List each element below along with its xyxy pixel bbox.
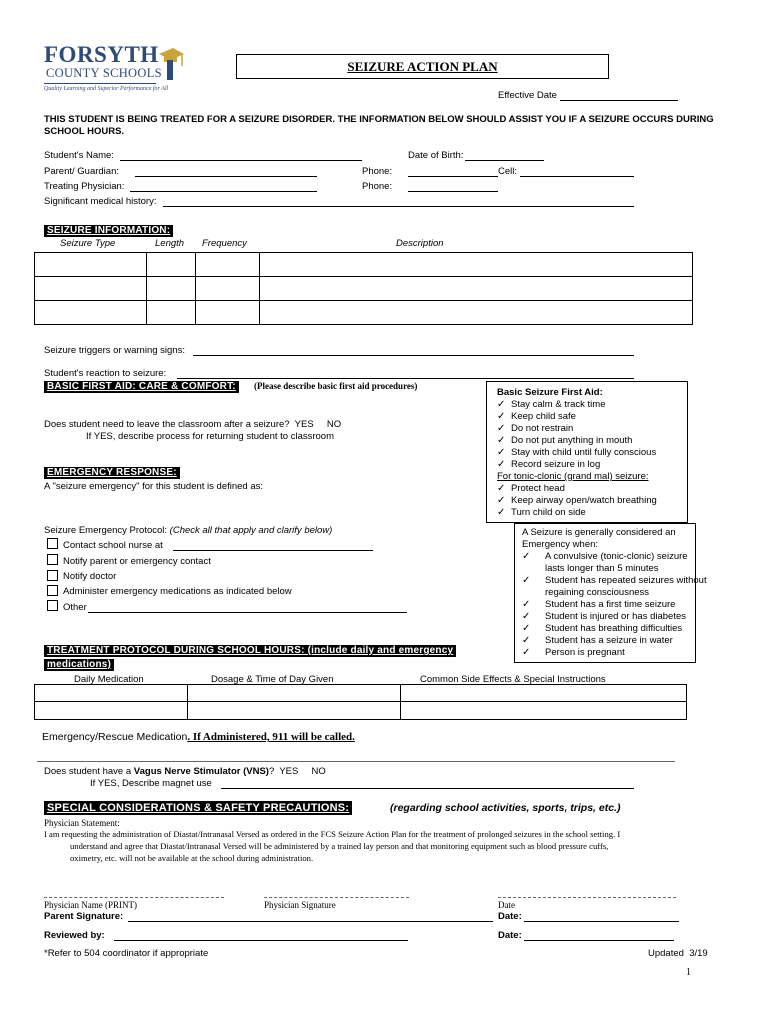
- student-name-label: Student's Name:: [44, 150, 114, 161]
- table-cell[interactable]: [147, 301, 196, 325]
- list-item-text: A convulsive (tonic-clonic) seizure: [545, 551, 688, 562]
- list-item-text: Protect head: [511, 483, 565, 494]
- logo: [44, 42, 184, 100]
- list-item-text: Do not restrain: [511, 423, 574, 434]
- table-row: [35, 301, 693, 325]
- table-cell[interactable]: [35, 702, 188, 720]
- physician-date-field[interactable]: [498, 897, 676, 898]
- col-frequency: Frequency: [202, 238, 247, 249]
- reaction-field[interactable]: [177, 378, 634, 379]
- check-icon: ✓: [497, 459, 506, 470]
- parent-sig-label: Parent Signature:: [44, 911, 124, 922]
- logo-tagline: Quality Learning and Superior Performance for All: [44, 86, 169, 92]
- parent-sig-field[interactable]: [128, 921, 493, 922]
- reviewed-field[interactable]: [114, 940, 408, 941]
- physician-phone-field[interactable]: [408, 191, 498, 192]
- page-title: SEIZURE ACTION PLAN: [347, 59, 498, 74]
- check-icon: ✓: [497, 447, 506, 458]
- option-other: Other: [63, 602, 87, 613]
- list-item-text: Keep airway open/watch breathing: [511, 495, 657, 506]
- check-icon: ✓: [497, 423, 506, 434]
- seizure-info-heading: SEIZURE INFORMATION:: [44, 225, 173, 237]
- basic-box-title: Basic Seizure First Aid:: [497, 387, 603, 398]
- col-dosage: Dosage & Time of Day Given: [211, 674, 334, 685]
- physician-name-label: Physician Name (PRINT): [44, 900, 137, 910]
- checkbox-nurse[interactable]: [47, 538, 58, 549]
- list-item: [497, 435, 657, 447]
- footer-updated: Updated 3/19: [648, 948, 708, 959]
- basic-box-list: [497, 399, 657, 519]
- leave-followup: If YES, describe process for returning student to classroom: [86, 431, 334, 442]
- first-aid-heading: BASIC FIRST AID: CARE & COMFORT:: [44, 381, 239, 393]
- statement-label: Physician Statement:: [44, 818, 120, 828]
- vns-pre: Does student have a: [44, 766, 134, 777]
- student-name-field[interactable]: [120, 160, 362, 161]
- treatment-heading-1: TREATMENT PROTOCOL DURING SCHOOL HOURS: (include daily and emergency: [44, 645, 456, 657]
- vns-field[interactable]: [221, 788, 634, 789]
- cell-field[interactable]: [520, 176, 634, 177]
- intro-text: THIS STUDENT IS BEING TREATED FOR A SEIZURE DISORDER. THE INFORMATION BELOW SHOULD ASSIST YOU IF A SEIZURE OCCURS DURING SCHOOL HOURS.: [44, 114, 714, 137]
- table-cell[interactable]: [196, 277, 260, 301]
- list-item-text: Student has a seizure in water: [545, 635, 673, 646]
- emergency-box-list: [522, 551, 707, 659]
- table-cell[interactable]: [260, 277, 693, 301]
- leave-question: Does student need to leave the classroom after a seizure? YES NO: [44, 419, 342, 430]
- physician-name-field[interactable]: [44, 897, 224, 898]
- list-item-text: Student has a first time seizure: [545, 599, 676, 610]
- physician-phone-label: Phone:: [362, 181, 393, 192]
- table-row: [35, 685, 687, 702]
- list-item: [522, 623, 707, 635]
- table-row: [35, 253, 693, 277]
- checkbox-administer-meds[interactable]: [47, 585, 58, 596]
- reviewed-label: Reviewed by:: [44, 930, 105, 941]
- physician-date-label: Date: [498, 900, 515, 910]
- cell-label: Cell:: [498, 166, 518, 177]
- phone-field[interactable]: [408, 176, 498, 177]
- nurse-field[interactable]: [173, 550, 373, 551]
- physician-label: Treating Physician:: [44, 181, 125, 192]
- dob-field[interactable]: [465, 160, 544, 161]
- graduation-cap-icon: [157, 44, 185, 82]
- guardian-label: Parent/ Guardian:: [44, 166, 119, 177]
- parent-date-field[interactable]: [524, 921, 679, 922]
- vns-bold: Vagus Nerve Stimulator (VNS): [133, 766, 269, 777]
- vns-question: [44, 766, 326, 778]
- emergency-box-line2: Emergency when:: [522, 539, 599, 550]
- col-length: Length: [155, 238, 185, 249]
- page-number: 1: [686, 967, 691, 978]
- table-cell[interactable]: [401, 685, 687, 702]
- treatment-heading-2: medications): [44, 659, 114, 671]
- list-item-text: Record seizure in log: [511, 459, 601, 470]
- table-cell[interactable]: [35, 301, 147, 325]
- guardian-field[interactable]: [135, 176, 317, 177]
- col-side-effects: Common Side Effects & Special Instructions: [420, 674, 606, 685]
- special-heading: SPECIAL CONSIDERATIONS & SAFETY PRECAUTIONS:: [44, 801, 352, 815]
- rescue-field[interactable]: [37, 761, 675, 762]
- option-administer-meds: Administer emergency medications as indicated below: [63, 586, 292, 597]
- other-field[interactable]: [88, 612, 407, 613]
- statement-line1: I am requesting the administration of Diastat/Intranasal Versed as ordered in the FCS Seizure Action Plan for the treatment of prolonged seizures in the school setting. I: [44, 829, 621, 839]
- list-item: [497, 423, 657, 435]
- seizure-info-table: [34, 252, 693, 325]
- tonic-heading: For tonic-clonic (grand mal) seizure:: [497, 471, 649, 482]
- col-description: Description: [396, 238, 444, 249]
- emergency-defined: A "seizure emergency" for this student is defined as:: [44, 481, 264, 492]
- reviewed-date-field[interactable]: [524, 940, 674, 941]
- table-cell[interactable]: [147, 277, 196, 301]
- protocol-line: [44, 525, 332, 537]
- check-icon: ✓: [497, 507, 506, 518]
- option-notify-parent: Notify parent or emergency contact: [63, 556, 211, 567]
- list-item: [522, 611, 707, 623]
- check-icon: ✓: [522, 647, 531, 658]
- option-nurse: Contact school nurse at: [63, 540, 163, 551]
- parent-date-label: Date:: [498, 911, 522, 922]
- list-item: [522, 647, 707, 659]
- checkbox-notify-doctor[interactable]: [47, 570, 58, 581]
- table-cell[interactable]: [188, 685, 401, 702]
- list-item-text: Person is pregnant: [545, 647, 625, 658]
- rescue-note: . If Administered, 911 will be called.: [187, 731, 355, 743]
- table-row: [35, 277, 693, 301]
- list-item-cont: lasts longer than 5 minutes: [545, 563, 659, 574]
- statement-line2: understand and agree that Diastat/Intranasal Versed will be administered by a trained lay person and that monitoring equipment such as blood pressure cuffs,: [70, 841, 609, 851]
- check-icon: ✓: [497, 435, 506, 446]
- protocol-label: Seizure Emergency Protocol:: [44, 525, 168, 536]
- list-item-text: Stay with child until fully conscious: [511, 447, 657, 458]
- col-seizure-type: Seizure Type: [60, 238, 116, 249]
- check-icon: ✓: [522, 623, 531, 634]
- treatment-table: [34, 684, 687, 720]
- check-icon: ✓: [522, 635, 531, 646]
- table-cell[interactable]: [35, 685, 188, 702]
- table-cell[interactable]: [196, 301, 260, 325]
- rescue-line: [42, 727, 355, 745]
- list-item: [497, 495, 657, 507]
- table-cell[interactable]: [35, 277, 147, 301]
- checkbox-other[interactable]: [47, 600, 58, 611]
- history-field[interactable]: [163, 206, 634, 207]
- rescue-label: Emergency/Rescue Medication: [42, 731, 188, 743]
- reviewed-date-label: Date:: [498, 930, 522, 941]
- list-item-cont: regaining consciousness: [545, 587, 650, 598]
- checkbox-notify-parent[interactable]: [47, 554, 58, 565]
- option-notify-doctor: Notify doctor: [63, 571, 117, 582]
- triggers-label: Seizure triggers or warning signs:: [44, 345, 185, 356]
- list-item: [497, 447, 657, 459]
- list-item-text: Do not put anything in mouth: [511, 435, 633, 446]
- check-icon: ✓: [522, 575, 531, 586]
- emergency-box-line1: A Seizure is generally considered an: [522, 527, 676, 538]
- col-daily-med: Daily Medication: [74, 674, 144, 685]
- physician-field[interactable]: [130, 191, 317, 192]
- table-cell[interactable]: [147, 253, 196, 277]
- table-row: [35, 702, 687, 720]
- table-cell[interactable]: [196, 253, 260, 277]
- check-icon: ✓: [522, 599, 531, 610]
- table-cell[interactable]: [260, 301, 693, 325]
- check-icon: ✓: [522, 611, 531, 622]
- list-item-text: Keep child safe: [511, 411, 576, 422]
- list-item-text: Turn child on side: [511, 507, 586, 518]
- list-item-text: Student has repeated seizures without: [545, 575, 707, 586]
- list-item: [522, 551, 707, 563]
- check-icon: ✓: [497, 495, 506, 506]
- check-icon: ✓: [522, 551, 531, 562]
- list-item: [497, 483, 657, 495]
- vns-post: ? YES NO: [268, 766, 326, 777]
- reaction-label: Student's reaction to seizure:: [44, 368, 167, 379]
- effective-date-label: Effective Date: [498, 90, 557, 101]
- first-aid-note: (Please describe basic first aid procedures): [254, 381, 418, 391]
- protocol-note: (Check all that apply and clarify below): [169, 525, 333, 536]
- table-cell[interactable]: [401, 702, 687, 720]
- check-icon: ✓: [497, 411, 506, 422]
- list-item: [497, 399, 657, 411]
- physician-sig-label: Physician Signature: [264, 900, 336, 910]
- special-note: (regarding school activities, sports, trips, etc.): [390, 802, 621, 814]
- list-item: [497, 459, 657, 471]
- statement-line3: oximetry, etc. will not be available at the school during administration.: [70, 853, 314, 863]
- list-item: [497, 411, 657, 423]
- list-item-text: Stay calm & track time: [511, 399, 606, 410]
- triggers-field[interactable]: [193, 355, 634, 356]
- footer-note: *Refer to 504 coordinator if appropriate: [44, 948, 209, 959]
- table-cell[interactable]: [260, 253, 693, 277]
- list-item: [522, 635, 707, 647]
- list-item: [497, 507, 657, 519]
- vns-followup: If YES, Describe magnet use: [90, 778, 212, 789]
- logo-line2: COUNTY SCHOOLS: [46, 66, 162, 80]
- list-item: [522, 575, 707, 587]
- effective-date-field[interactable]: [560, 100, 678, 101]
- table-cell[interactable]: [35, 253, 147, 277]
- logo-line1: FORSYTH: [44, 42, 159, 67]
- physician-sig-field[interactable]: [264, 897, 409, 898]
- check-icon: ✓: [497, 483, 506, 494]
- list-item-text: Student is injured or has diabetes: [545, 611, 687, 622]
- history-label: Significant medical history:: [44, 196, 157, 207]
- list-item-text: Student has breathing difficulties: [545, 623, 683, 634]
- dob-label: Date of Birth:: [408, 150, 464, 161]
- table-cell[interactable]: [188, 702, 401, 720]
- list-item: [522, 599, 707, 611]
- phone-label: Phone:: [362, 166, 393, 177]
- check-icon: ✓: [497, 399, 506, 410]
- emergency-heading: EMERGENCY RESPONSE:: [44, 467, 180, 479]
